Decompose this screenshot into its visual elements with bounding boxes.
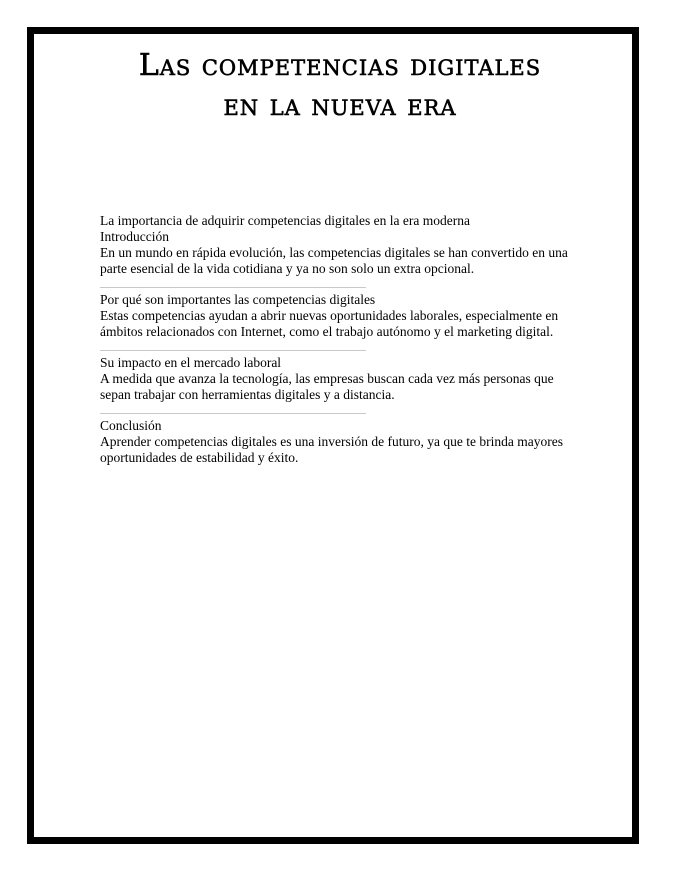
section-divider [100, 350, 366, 351]
section-labor-market [100, 350, 580, 403]
section-body-line: Estas competencias ayudan a abrir nuevas oportunidades laborales, especialmente en [100, 308, 559, 323]
section-conclusion [100, 413, 580, 466]
title-line-1: Las competencias digitales [138, 48, 542, 83]
section-introduction [100, 229, 580, 277]
section-body-line: En un mundo en rápida evolución, las competencias digitales se han convertido en una [100, 245, 568, 260]
section-body-line: parte esencial de la vida cotidiana y ya no son solo un extra opcional. [100, 261, 475, 276]
section-divider [100, 287, 366, 288]
section-title: Introducción [100, 229, 169, 244]
section-body-line: sepan trabajar con herramientas digitales y a distancia. [100, 387, 395, 402]
section-importance [100, 287, 580, 340]
document-heading: La importancia de adquirir competencias digitales en la era moderna [100, 213, 470, 228]
section-title: Conclusión [100, 418, 162, 433]
page-title [0, 46, 680, 126]
section-body-line: Aprender competencias digitales es una inversión de futuro, ya que te brinda mayores [100, 434, 563, 449]
document-body [100, 213, 580, 466]
section-title: Su impacto en el mercado laboral [100, 355, 282, 370]
section-body-line: A medida que avanza la tecnología, las empresas buscan cada vez más personas que [100, 371, 554, 386]
title-line-2: en la nueva era [223, 88, 457, 123]
section-divider [100, 413, 366, 414]
section-body-line: ámbitos relacionados con Internet, como el trabajo autónomo y el marketing digital. [100, 324, 554, 339]
section-title: Por qué son importantes las competencias digitales [100, 292, 376, 307]
section-body-line: oportunidades de estabilidad y éxito. [100, 450, 299, 465]
